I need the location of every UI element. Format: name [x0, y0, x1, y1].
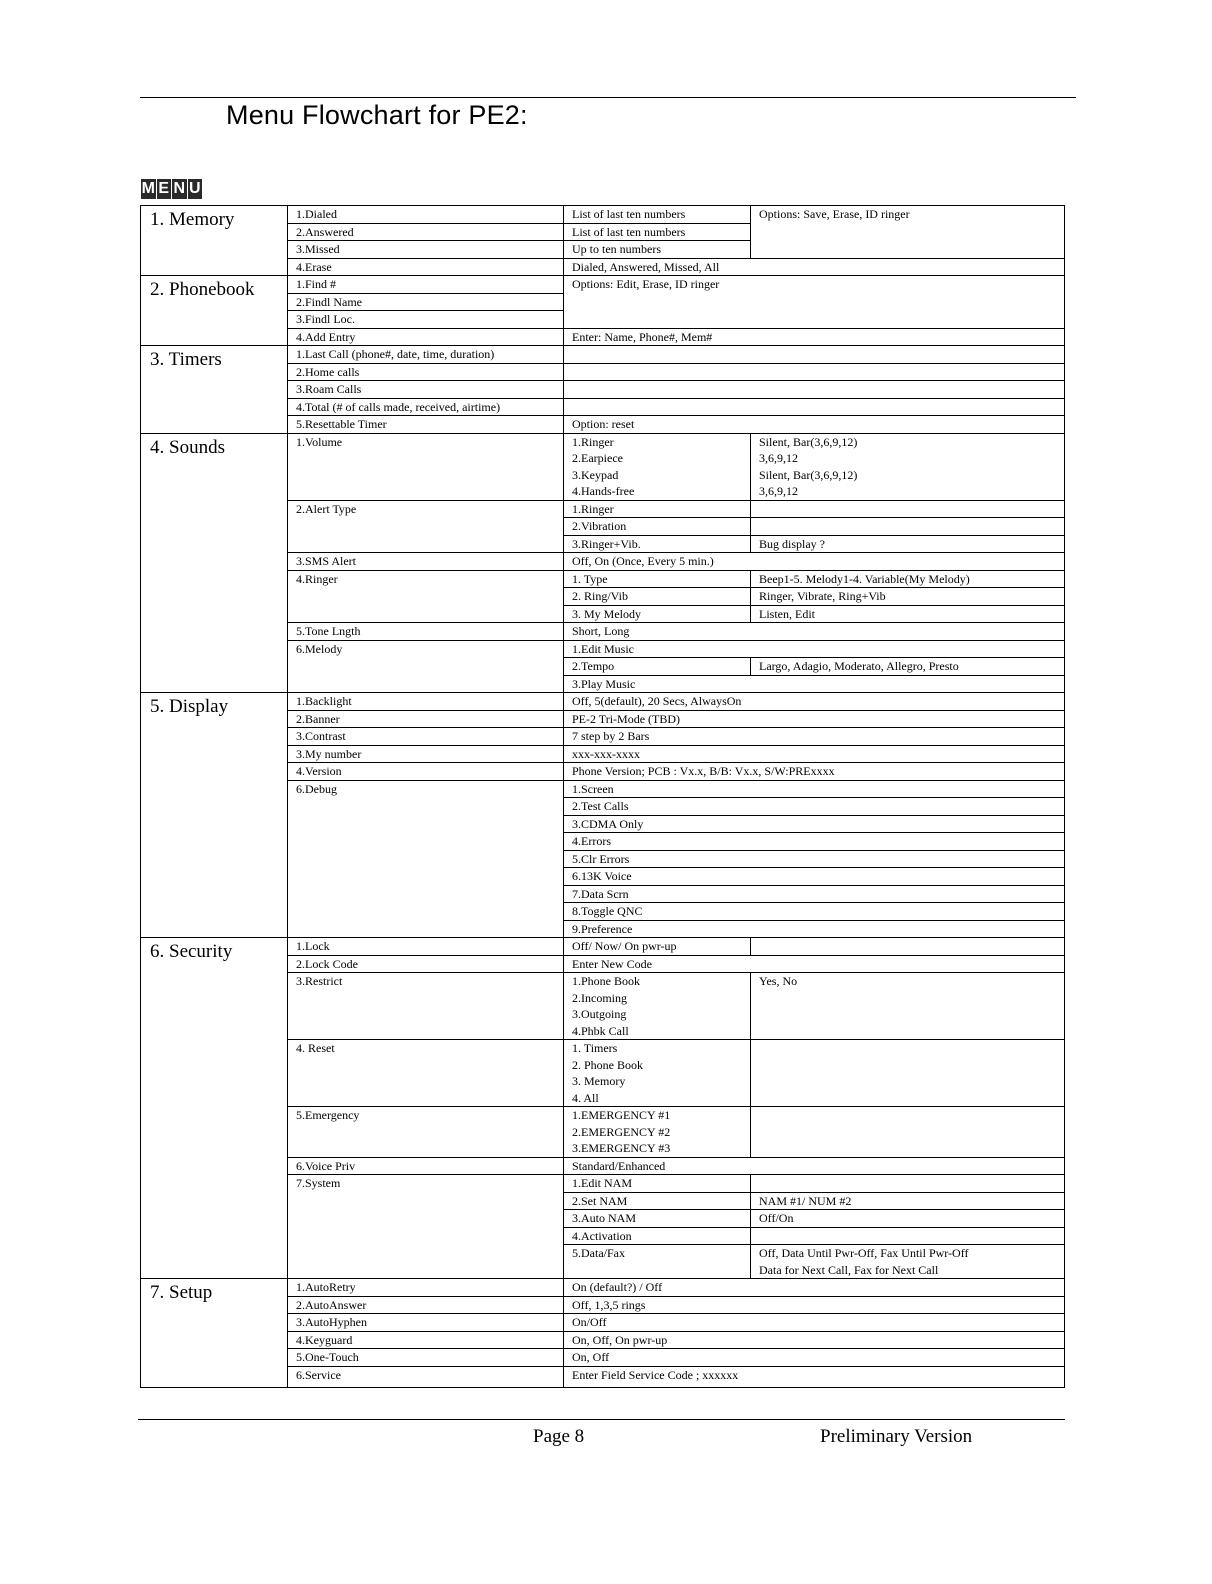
menu-detail: Up to ten numbers [564, 241, 751, 259]
menu-detail: Enter: Name, Phone#, Mem# [564, 328, 1065, 346]
menu-item: 2.Banner [288, 710, 564, 728]
menu-detail-value: 3,6,9,12 [751, 483, 1065, 500]
menu-detail: On (default?) / Off [564, 1279, 1065, 1297]
menu-detail: 1.Phone Book [564, 973, 751, 990]
menu-detail: Enter Field Service Code ; xxxxxx [564, 1366, 1065, 1387]
menu-detail [564, 363, 1065, 381]
menu-detail: 2.Earpiece [564, 450, 751, 467]
menu-item: 5.Emergency [288, 1107, 564, 1158]
menu-item: 1.Find # [288, 276, 564, 294]
menu-detail: Short, Long [564, 623, 1065, 641]
menu-detail: Phone Version; PCB : Vx.x, B/B: Vx.x, S/W:PRExxxx [564, 763, 1065, 781]
menu-detail-value [751, 1040, 1065, 1107]
menu-item: 4.Erase [288, 258, 564, 276]
menu-detail: 7.Data Scrn [564, 885, 1065, 903]
menu-detail-value [751, 1227, 1065, 1245]
menu-detail: 1.Ringer [564, 500, 751, 518]
menu-detail-value: Silent, Bar(3,6,9,12) [751, 467, 1065, 484]
menu-detail: Dialed, Answered, Missed, All [564, 258, 1065, 276]
menu-detail: On/Off [564, 1314, 1065, 1332]
menu-detail: 7 step by 2 Bars [564, 728, 1065, 746]
menu-detail-value: Listen, Edit [751, 605, 1065, 623]
menu-item: 1.Lock [288, 938, 564, 956]
table-row [141, 346, 1065, 364]
menu-detail-value: Beep1-5. Melody1-4. Variable(My Melody) [751, 570, 1065, 588]
version-label: Preliminary Version [820, 1426, 973, 1447]
menu-detail: 2.EMERGENCY #2 [564, 1124, 751, 1141]
menu-detail-value [751, 1175, 1065, 1193]
menu-detail: On, Off, On pwr-up [564, 1331, 1065, 1349]
menu-detail: 1.Screen [564, 780, 1065, 798]
menu-detail: Standard/Enhanced [564, 1157, 1065, 1175]
table-row [141, 693, 1065, 711]
menu-item: 4.Ringer [288, 570, 564, 623]
menu-detail: List of last ten numbers [564, 206, 751, 224]
menu-detail-value [751, 500, 1065, 518]
menu-detail: Off, 1,3,5 rings [564, 1296, 1065, 1314]
menu-item: 5.Tone Lngth [288, 623, 564, 641]
menu-item: 4.Add Entry [288, 328, 564, 346]
menu-detail-value [751, 1107, 1065, 1158]
menu-item: 3.SMS Alert [288, 553, 564, 571]
menu-item: 5.Resettable Timer [288, 416, 564, 434]
category-security: 6. Security [141, 938, 288, 1279]
menu-item: 2.AutoAnswer [288, 1296, 564, 1314]
menu-detail-value: NAM #1/ NUM #2 [751, 1192, 1065, 1210]
menu-options: Options: Edit, Erase, ID ringer [564, 276, 1065, 329]
menu-detail-value: Off, Data Until Pwr-Off, Fax Until Pwr-Off [751, 1245, 1065, 1262]
menu-detail: 1.Ringer [564, 433, 751, 450]
menu-detail: 4.Phbk Call [564, 1023, 751, 1040]
menu-detail: Off/ Now/ On pwr-up [564, 938, 751, 956]
menu-item: 2.Lock Code [288, 955, 564, 973]
menu-item: 3.Findl Loc. [288, 311, 564, 329]
menu-detail: Option: reset [564, 416, 1065, 434]
menu-item: 5.One-Touch [288, 1349, 564, 1367]
menu-badge-letter: E [158, 180, 170, 197]
menu-item: 1.Dialed [288, 206, 564, 224]
menu-detail [564, 346, 1065, 364]
menu-detail: 1. Type [564, 570, 751, 588]
menu-item: 7.System [288, 1175, 564, 1279]
menu-detail: PE-2 Tri-Mode (TBD) [564, 710, 1065, 728]
menu-item: 2.Alert Type [288, 500, 564, 553]
menu-detail-value: Ringer, Vibrate, Ring+Vib [751, 588, 1065, 606]
menu-detail: 3.Play Music [564, 675, 1065, 693]
menu-item: 3.My number [288, 745, 564, 763]
menu-detail: 3.EMERGENCY #3 [564, 1140, 751, 1157]
menu-detail: On, Off [564, 1349, 1065, 1367]
menu-item: 1.Last Call (phone#, date, time, duration) [288, 346, 564, 364]
menu-detail: 1.Edit Music [564, 640, 1065, 658]
menu-detail-value: Off/On [751, 1210, 1065, 1228]
category-memory: 1. Memory [141, 206, 288, 276]
menu-options: Options: Save, Erase, ID ringer [751, 206, 1065, 259]
menu-item: 2.Findl Name [288, 293, 564, 311]
menu-detail: 8.Toggle QNC [564, 903, 1065, 921]
menu-item: 6.Debug [288, 780, 564, 938]
menu-detail: 1.Edit NAM [564, 1175, 751, 1193]
menu-detail: 3. Memory [564, 1073, 751, 1090]
table-row [141, 938, 1065, 956]
category-phonebook: 2. Phonebook [141, 276, 288, 346]
menu-detail: 2. Phone Book [564, 1057, 751, 1074]
menu-item: 4.Total (# of calls made, received, airtime) [288, 398, 564, 416]
menu-detail: List of last ten numbers [564, 223, 751, 241]
menu-detail: 1. Timers [564, 1040, 751, 1057]
table-row [141, 1279, 1065, 1297]
menu-detail: Enter New Code [564, 955, 1065, 973]
menu-detail: xxx-xxx-xxxx [564, 745, 1065, 763]
menu-detail: 2. Ring/Vib [564, 588, 751, 606]
menu-item: 1.Backlight [288, 693, 564, 711]
menu-detail: 3.Ringer+Vib. [564, 535, 751, 553]
menu-item: 6.Service [288, 1366, 564, 1387]
menu-item: 4.Keyguard [288, 1331, 564, 1349]
menu-badge [141, 179, 203, 201]
menu-detail-value: Silent, Bar(3,6,9,12) [751, 433, 1065, 450]
menu-detail: 4. All [564, 1090, 751, 1107]
menu-detail-value: Largo, Adagio, Moderato, Allegro, Presto [751, 658, 1065, 676]
menu-detail: 9.Preference [564, 920, 1065, 938]
menu-item: 3.AutoHyphen [288, 1314, 564, 1332]
menu-detail: 3. My Melody [564, 605, 751, 623]
page-title: Menu Flowchart for PE2: [226, 100, 528, 130]
menu-badge-letter: U [188, 180, 201, 197]
header-rule [140, 97, 1076, 98]
category-display: 5. Display [141, 693, 288, 938]
table-row [141, 433, 1065, 450]
menu-item: 3.Contrast [288, 728, 564, 746]
page-number: Page 8 [533, 1426, 585, 1447]
table-row [141, 276, 1065, 294]
menu-item: 3.Roam Calls [288, 381, 564, 399]
menu-detail: 3.Keypad [564, 467, 751, 484]
menu-detail-value [751, 938, 1065, 956]
menu-detail: 4.Errors [564, 833, 1065, 851]
menu-detail: 2.Vibration [564, 518, 751, 536]
category-sounds: 4. Sounds [141, 433, 288, 693]
menu-item: 6.Melody [288, 640, 564, 693]
menu-detail-value [751, 518, 1065, 536]
menu-detail: 6.13K Voice [564, 868, 1065, 886]
category-setup: 7. Setup [141, 1279, 288, 1388]
footer-rule [138, 1419, 1065, 1420]
menu-detail: Off, 5(default), 20 Secs, AlwaysOn [564, 693, 1065, 711]
menu-detail: 2.Incoming [564, 990, 751, 1007]
menu-detail [564, 381, 1065, 399]
menu-badge-letter: N [173, 180, 186, 197]
menu-detail-value: Bug display ? [751, 535, 1065, 553]
menu-item: 3.Restrict [288, 973, 564, 1040]
menu-item: 4.Version [288, 763, 564, 781]
menu-detail: 4.Activation [564, 1227, 751, 1245]
menu-detail: 3.Outgoing [564, 1006, 751, 1023]
menu-item: 2.Home calls [288, 363, 564, 381]
menu-detail-value: Yes, No [751, 973, 1065, 1040]
category-timers: 3. Timers [141, 346, 288, 434]
menu-badge-letter: M [141, 180, 155, 197]
menu-detail: Off, On (Once, Every 5 min.) [564, 553, 1065, 571]
menu-detail: 2.Set NAM [564, 1192, 751, 1210]
menu-item: 4. Reset [288, 1040, 564, 1107]
menu-detail: 1.EMERGENCY #1 [564, 1107, 751, 1124]
menu-detail: 5.Data/Fax [564, 1245, 751, 1279]
menu-item: 1.AutoRetry [288, 1279, 564, 1297]
menu-flowchart-table [140, 205, 1065, 1388]
menu-item: 2.Answered [288, 223, 564, 241]
menu-detail: 2.Tempo [564, 658, 751, 676]
menu-detail [564, 398, 1065, 416]
menu-detail: 3.CDMA Only [564, 815, 1065, 833]
menu-detail: 5.Clr Errors [564, 850, 1065, 868]
menu-detail-value: 3,6,9,12 [751, 450, 1065, 467]
table-row [141, 206, 1065, 224]
menu-item: 6.Voice Priv [288, 1157, 564, 1175]
menu-detail-value: Data for Next Call, Fax for Next Call [751, 1262, 1065, 1279]
menu-item: 3.Missed [288, 241, 564, 259]
menu-detail: 3.Auto NAM [564, 1210, 751, 1228]
menu-detail: 4.Hands-free [564, 483, 751, 500]
menu-item: 1.Volume [288, 433, 564, 500]
menu-detail: 2.Test Calls [564, 798, 1065, 816]
